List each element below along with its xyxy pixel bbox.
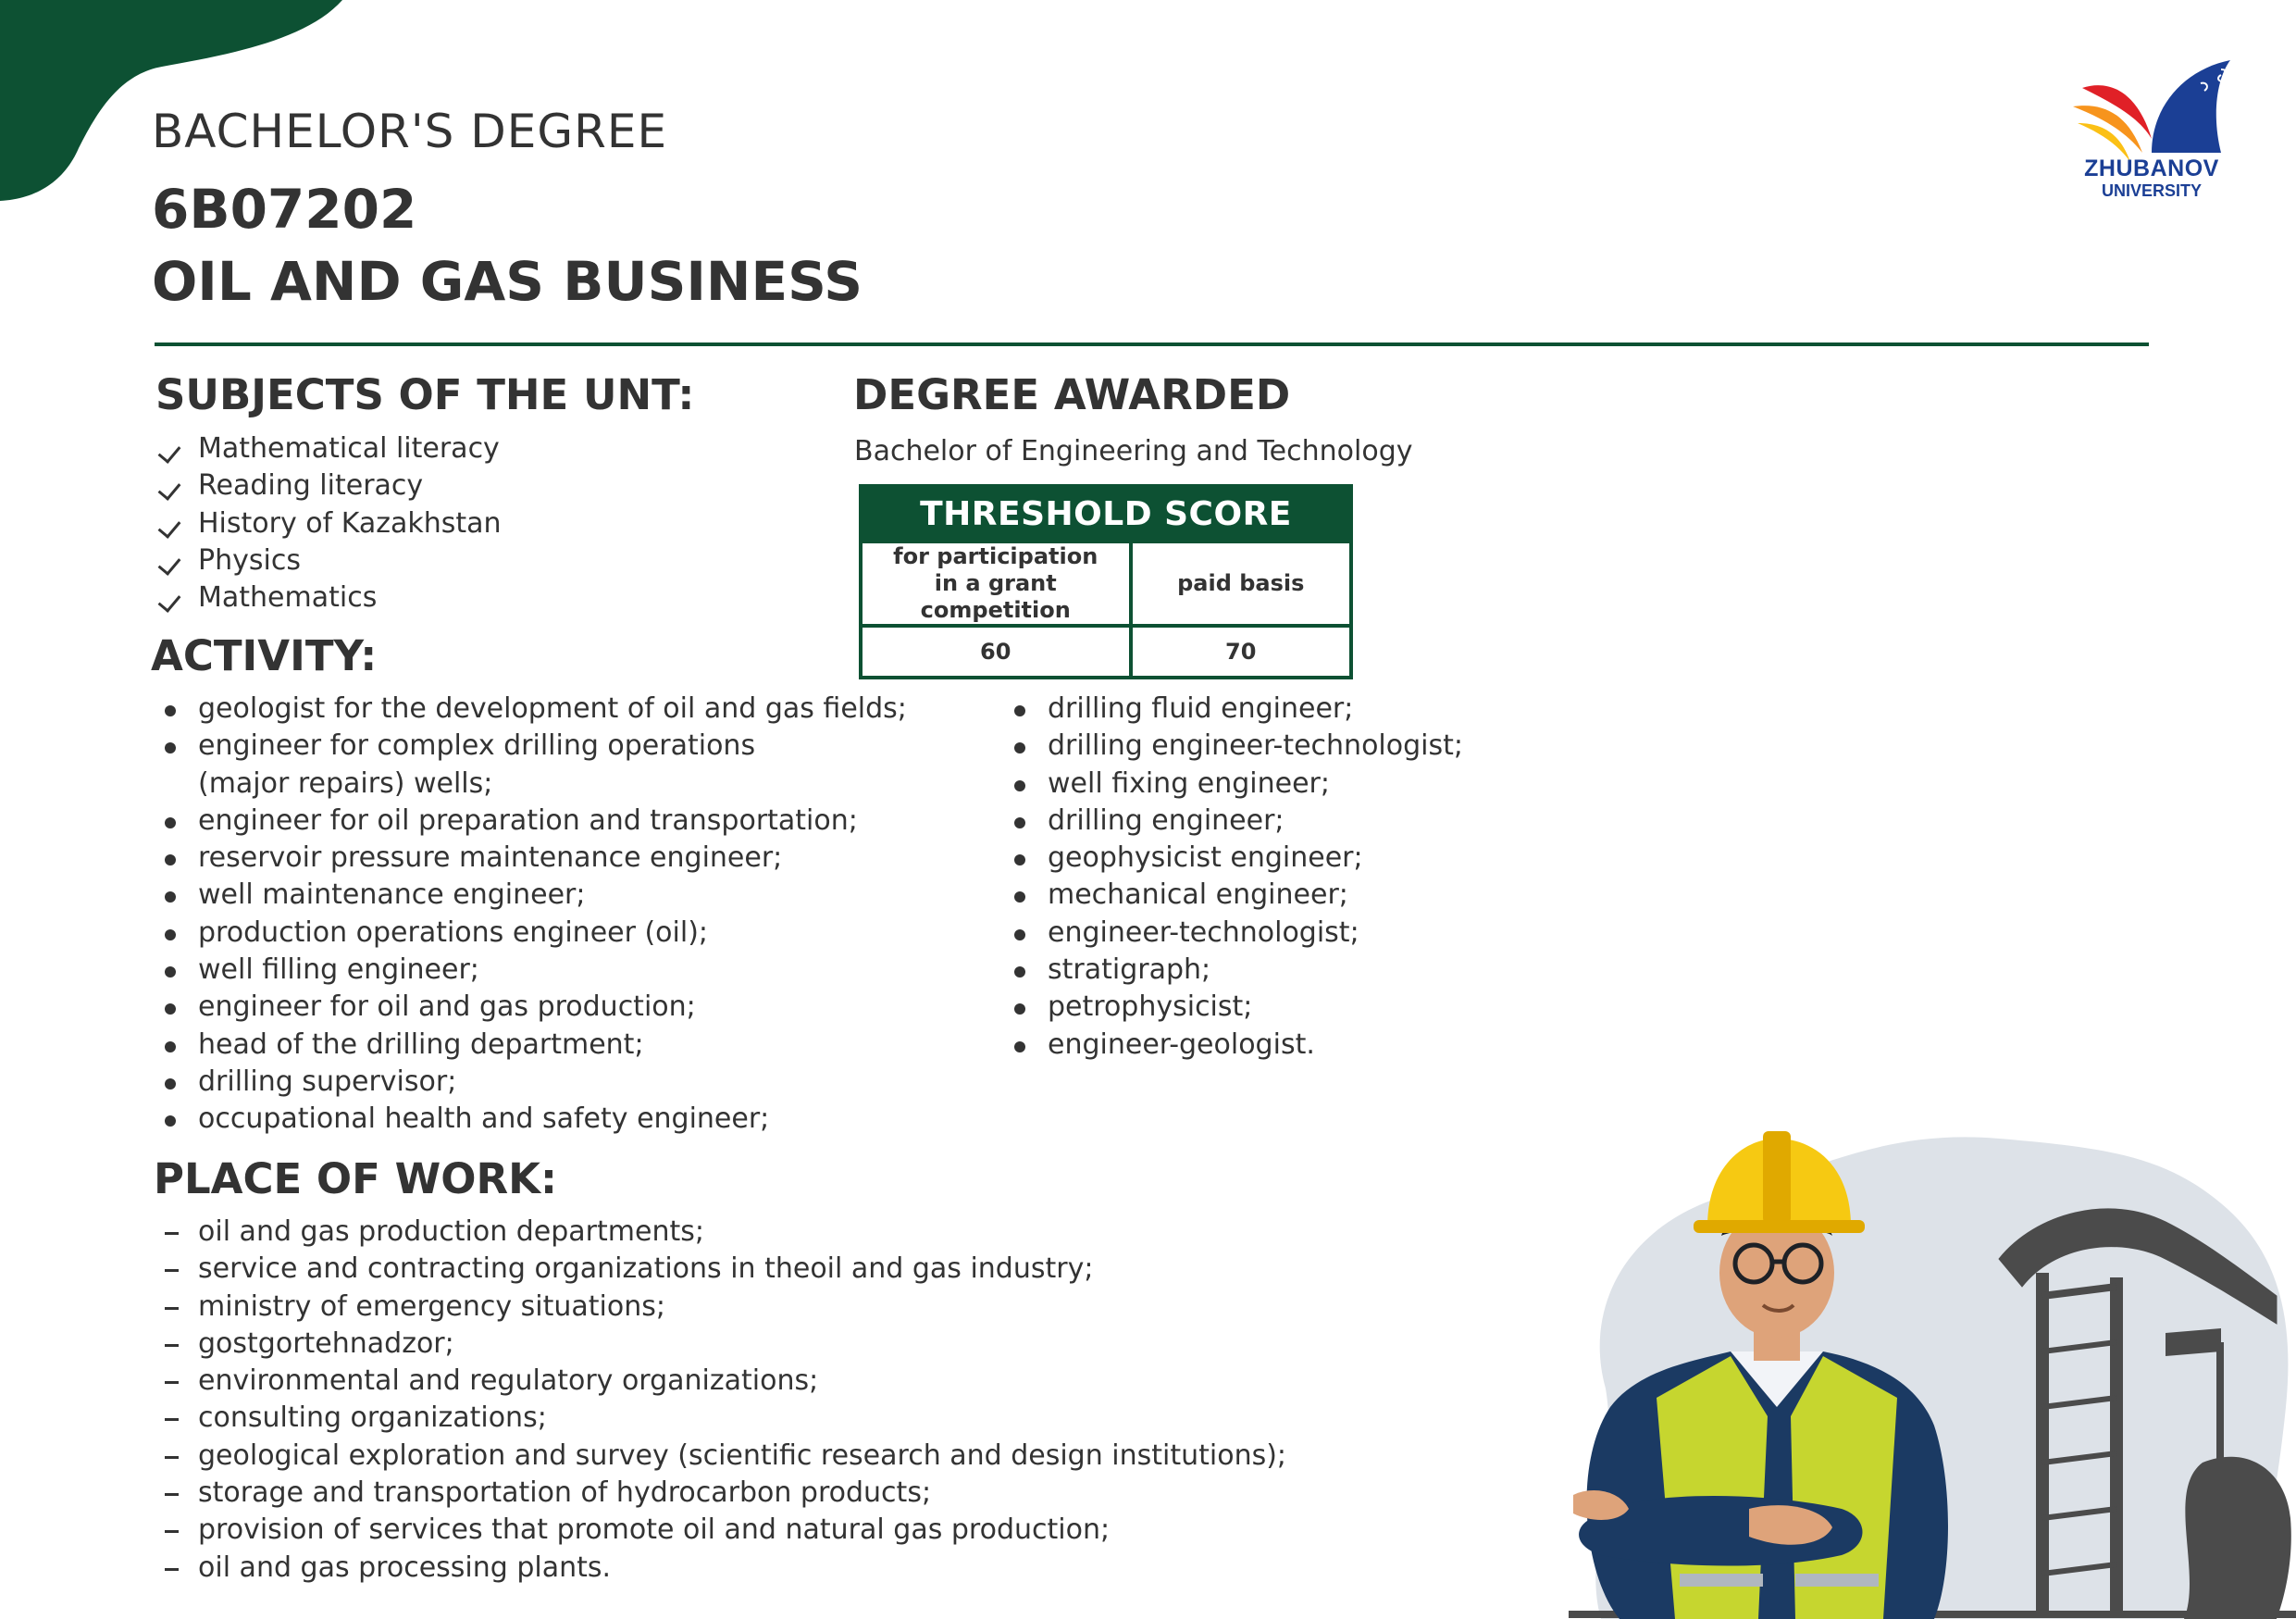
workplace-item: consulting organizations; (155, 1400, 1286, 1437)
logo-line-2: UNIVERSITY (2101, 181, 2203, 200)
degree-awarded-text: Bachelor of Engineering and Technology (854, 435, 1413, 467)
degree-level: BACHELOR'S DEGREE (152, 105, 668, 158)
activity-item: engineer-technologist; (1005, 915, 1463, 952)
subjects-title: SUBJECTS OF THE UNT: (155, 370, 695, 419)
oil-worker-with-pumpjack-illustration-icon (1518, 1074, 2296, 1619)
activity-item: stratigraph; (1005, 952, 1463, 989)
activity-item: drilling engineer; (1005, 803, 1463, 840)
header-divider (155, 342, 2149, 346)
workplace-item: ministry of emergency situations; (155, 1289, 1286, 1326)
activity-item: petrophysicist; (1005, 989, 1463, 1026)
activity-item: mechanical engineer; (1005, 877, 1463, 914)
logo-line-1: ZHUBANOV (2084, 156, 2219, 181)
activity-title: ACTIVITY: (151, 631, 378, 680)
subject-item: Physics (155, 542, 502, 579)
activity-item: engineer for oil preparation and transportation; (155, 803, 907, 840)
workplace-item: oil and gas processing plants. (155, 1550, 1286, 1587)
subject-item: Reading literacy (155, 467, 502, 504)
activity-item: drilling fluid engineer; (1005, 691, 1463, 728)
subject-item: History of Kazakhstan (155, 505, 502, 542)
activity-item: geophysicist engineer; (1005, 840, 1463, 877)
activity-item: engineer for oil and gas production; (155, 989, 907, 1026)
paid-score-value: 70 (1131, 626, 1352, 678)
degree-awarded-title: DEGREE AWARDED (853, 370, 1291, 419)
workplace-item: storage and transportation of hydrocarbon products; (155, 1475, 1286, 1512)
subject-item: Mathematical literacy (155, 430, 502, 467)
subject-item: Mathematics (155, 579, 502, 616)
threshold-score-table (859, 484, 1353, 679)
program-name: OIL AND GAS BUSINESS (152, 250, 863, 313)
activity-item: drilling engineer-technologist; (1005, 728, 1463, 765)
activity-item: geologist for the development of oil and gas fields; (155, 691, 907, 728)
activity-item: engineer-geologist. (1005, 1027, 1463, 1064)
activity-item-continuation: (major repairs) wells; (198, 766, 493, 800)
place-of-work-title: PLACE OF WORK: (154, 1154, 557, 1203)
grant-column-header (861, 542, 1131, 626)
activity-item: well maintenance engineer; (155, 877, 907, 914)
workplace-item: gostgortehnadzor; (155, 1326, 1286, 1363)
activity-item: production operations engineer (oil); (155, 915, 907, 952)
activity-item: engineer for complex drilling operations (155, 728, 907, 765)
workplace-item: service and contracting organizations in theoil and gas industry; (155, 1251, 1286, 1288)
activity-item: drilling supervisor; (155, 1064, 907, 1101)
university-logo-text (2059, 157, 2244, 199)
workplace-item: oil and gas production departments; (155, 1214, 1286, 1251)
grant-header-line-1: for participation (893, 543, 1098, 569)
workplace-item: geological exploration and survey (scientific research and design institutions); (155, 1438, 1286, 1475)
activity-item: well fixing engineer; (1005, 766, 1463, 803)
grant-header-line-2: in a grant competition (920, 570, 1071, 623)
paid-column-header: paid basis (1131, 542, 1352, 626)
activity-list-left (155, 691, 907, 1139)
program-code: 6B07202 (152, 178, 417, 241)
activity-item: head of the drilling department; (155, 1027, 907, 1064)
activity-item: well filling engineer; (155, 952, 907, 989)
workplace-item: provision of services that promote oil and natural gas production; (155, 1512, 1286, 1549)
subjects-list (155, 430, 502, 616)
activity-item: reservoir pressure maintenance engineer; (155, 840, 907, 877)
grant-score-value: 60 (861, 626, 1131, 678)
activity-list-right (1005, 691, 1463, 1064)
threshold-score-title: THRESHOLD SCORE (861, 486, 1351, 542)
activity-item: occupational health and safety engineer; (155, 1101, 907, 1138)
workplace-item: environmental and regulatory organizations; (155, 1363, 1286, 1400)
place-of-work-list (155, 1214, 1286, 1587)
